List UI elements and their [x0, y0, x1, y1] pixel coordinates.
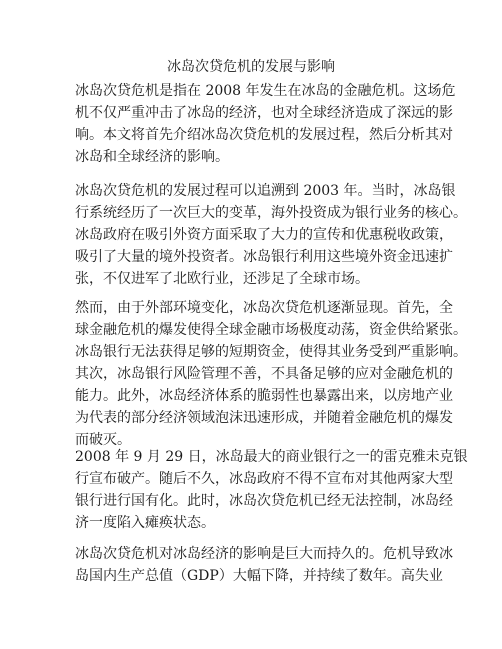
- paragraph-1: [75, 80, 456, 168]
- paragraph-4: [75, 446, 468, 534]
- paragraph-3: [75, 297, 467, 451]
- document-title: 冰岛次贷危机的发展与影响: [167, 59, 335, 75]
- text-line: 吸引了大量的境外投资者。冰岛银行利用这些境外资金迅速扩: [75, 249, 453, 265]
- text-line: 济一度陷入瘫痪状态。: [75, 515, 215, 531]
- text-line: 行系统经历了一次巨大的变革，海外投资成为银行业务的核心。: [75, 205, 467, 221]
- text-line: 冰岛次贷危机对冰岛经济的影响是巨大而持久的。危机导致冰: [75, 546, 453, 562]
- paragraph-2: [75, 180, 467, 290]
- text-line: 冰岛政府在吸引外资方面采取了大力的宣传和优惠税收政策，: [75, 227, 453, 243]
- paragraph-5: [75, 543, 453, 587]
- text-line: 张，不仅进军了北欧行业，还涉足了全球市场。: [75, 271, 369, 287]
- text-line: 响。本文将首先介绍冰岛次贷危机的发展过程，然后分析其对: [75, 127, 453, 143]
- text-line: 而破灭。: [75, 432, 131, 448]
- text-line: 冰岛次贷危机的发展过程可以追溯到 2003 年。当时，冰岛银: [75, 183, 456, 199]
- text-line: 为代表的部分经济领域泡沫迅速形成，并随着金融危机的爆发: [75, 410, 453, 426]
- text-line: 岛国内生产总值（GDP）大幅下降，并持续了数年。高失业: [75, 568, 443, 584]
- text-line: 行宣布破产。随后不久，冰岛政府不得不宣布对其他两家大型: [75, 471, 453, 487]
- text-line: 其次，冰岛银行风险管理不善，不具备足够的应对金融危机的: [75, 366, 453, 382]
- text-line: 冰岛银行无法获得足够的短期资金，使得其业务受到严重影响。: [75, 344, 467, 360]
- text-line: 能力。此外，冰岛经济体系的脆弱性也暴露出来，以房地产业: [75, 388, 453, 404]
- text-line: 球金融危机的爆发使得全球金融市场极度动荡，资金供给紧张。: [75, 322, 467, 338]
- text-line: 2008 年 9 月 29 日，冰岛最大的商业银行之一的雷克雅未克银: [75, 449, 468, 465]
- text-line: 机不仅严重冲击了冰岛的经济，也对全球经济造成了深远的影: [75, 105, 453, 121]
- text-line: 然而，由于外部环境变化，冰岛次贷危机逐渐显现。首先，全: [75, 300, 453, 316]
- text-line: 冰岛和全球经济的影响。: [75, 149, 229, 165]
- text-line: 冰岛次贷危机是指在 2008 年发生在冰岛的金融危机。这场危: [75, 83, 456, 99]
- text-line: 银行进行国有化。此时，冰岛次贷危机已经无法控制，冰岛经: [75, 493, 453, 509]
